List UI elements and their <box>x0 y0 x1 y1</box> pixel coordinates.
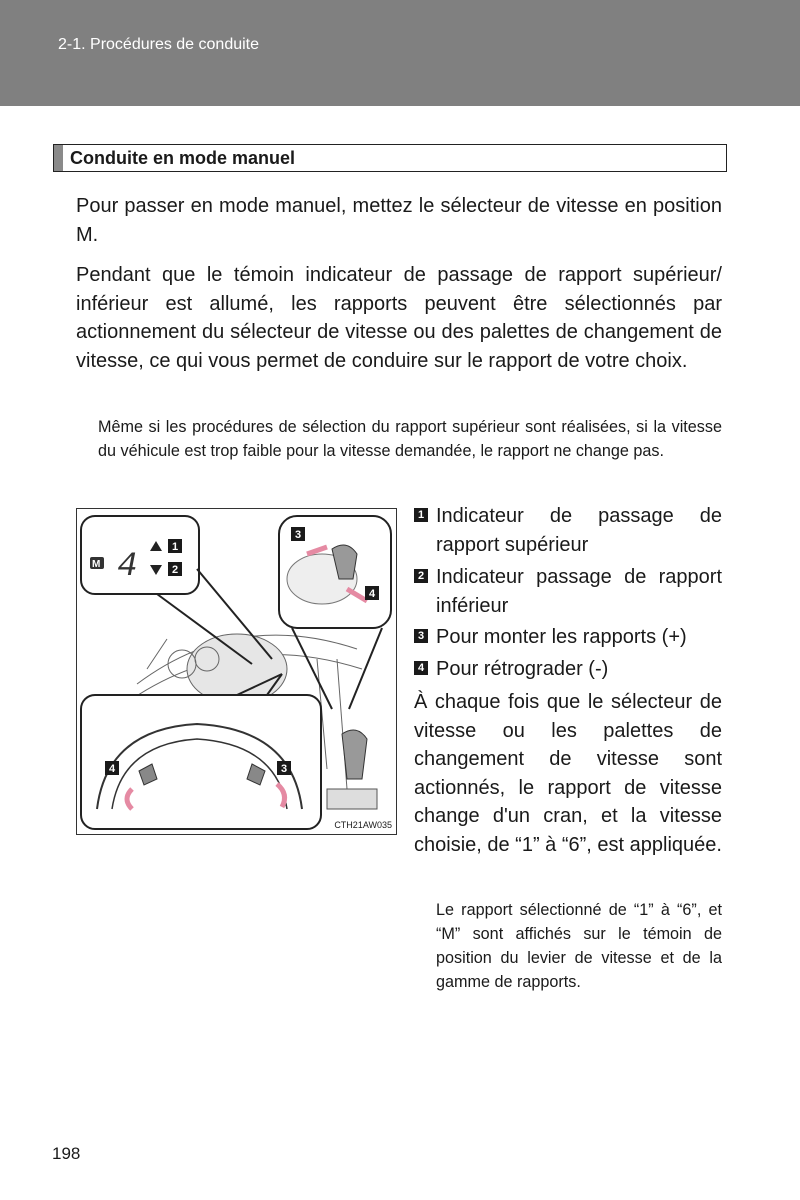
legend-item-2 <box>414 563 722 620</box>
mode-m-text: M <box>92 559 101 570</box>
callout-4-top: 4 <box>369 588 376 600</box>
gear-digit: 4 <box>117 548 138 586</box>
legend-text-3: Pour monter les rapports (+) <box>436 626 687 648</box>
legend-num-4: 4 <box>414 661 428 675</box>
legend-text-1: Indicateur de passage de rapport supérieur <box>436 505 722 556</box>
intro-paragraph: Pour passer en mode manuel, mettez le sélecteur de vitesse en position M. <box>76 195 722 246</box>
figure-code: CTH21AW035 <box>334 820 392 830</box>
manual-mode-illustration <box>76 508 397 835</box>
illustration-svg <box>77 509 396 834</box>
callout-2: 2 <box>172 564 179 576</box>
gear-change-paragraph: À chaque fois que le sélecteur de vitesse ou les palettes de changement de vitesse sont actionnés, le rapport de vitesse change d'un cran, et la vitesse choisie, de “1” à “6”, est appliquée. <box>414 691 722 856</box>
display-callout-box <box>81 516 199 594</box>
chapter-title: 2-1. Procédures de conduite <box>58 36 260 53</box>
note-paragraph: Même si les procédures de sélection du rapport supérieur sont réalisées, si la vitesse du véhicule est trop faible pour la vitesse demandée, le rapport ne change pas. <box>98 418 722 460</box>
legend-num-1: 1 <box>414 508 428 522</box>
legend-item-1 <box>414 502 722 559</box>
legend-item-4 <box>414 655 722 684</box>
legend-item-3 <box>414 623 722 652</box>
legend-text-2: Indicateur passage de rapport inférieur <box>436 566 722 617</box>
gear-display-note: Le rapport sélectionné de “1” à “6”, et “M” sont affichés sur le témoin de position du levier de vitesse et de la gamme de rapports. <box>436 901 722 991</box>
callout-3-bottom: 3 <box>281 763 288 775</box>
callout-3-top: 3 <box>295 529 302 541</box>
section-heading-box <box>53 144 727 172</box>
body-paragraph: Pendant que le témoin indicateur de passage de rapport supérieur/ inférieur est allumé, les rapports peuvent être sélectionnés par actionnement du sélecteur de vitesse ou des palettes de changement de vitesse, ce qui vous permet de conduire sur le rapport de votre choix. <box>76 264 722 372</box>
legend-num-3: 3 <box>414 629 428 643</box>
cabin-shift-knob-icon <box>342 730 367 779</box>
legend-num-2: 2 <box>414 569 428 583</box>
legend-text-4: Pour rétrograder (-) <box>436 658 609 680</box>
section-title: Conduite en mode manuel <box>70 148 296 168</box>
page-number: 198 <box>52 1144 81 1163</box>
page-header <box>0 0 800 106</box>
callout-1: 1 <box>172 541 179 553</box>
callout-4-bottom: 4 <box>109 763 116 775</box>
section-heading-bar <box>54 145 63 171</box>
